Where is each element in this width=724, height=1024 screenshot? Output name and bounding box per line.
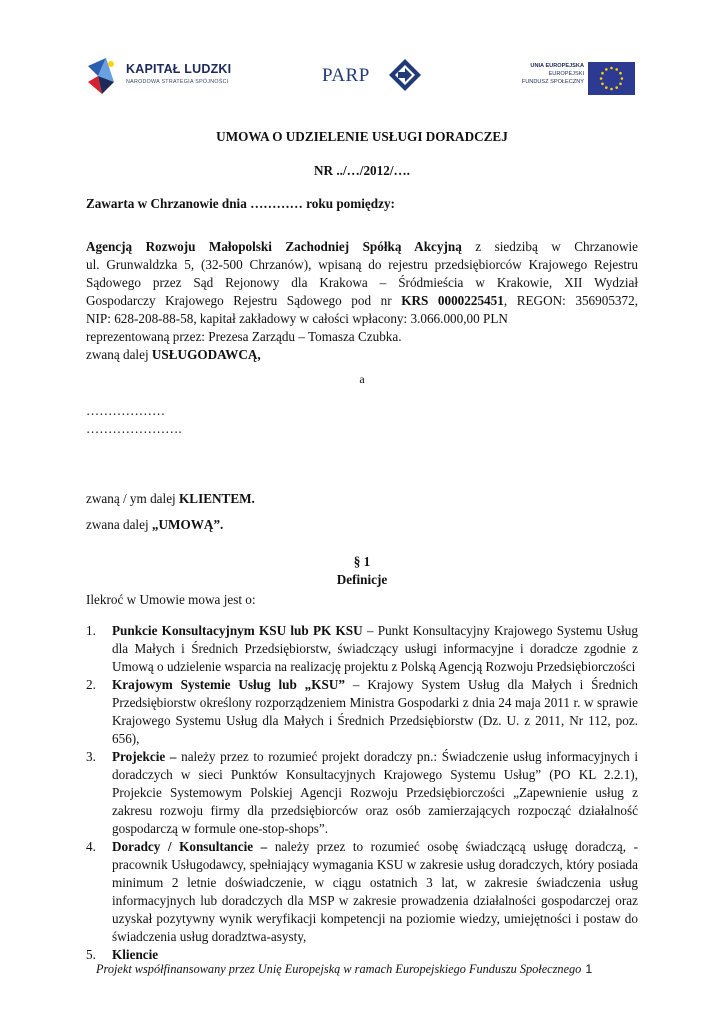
- definitions-list: [86, 622, 638, 964]
- section-title: Definicje: [336, 572, 388, 587]
- party-1-line-3: Sądowego przez Sąd Rejonowy dla Krakowa – Śródmieścia w Krakowie, XII Wydział: [86, 275, 638, 290]
- party-2-placeholder-1: ………………: [86, 403, 166, 418]
- footer-text: Projekt współfinansowany przez Unię Europejską w ramach Europejskiego Funduszu Społecznego: [96, 962, 582, 976]
- and-connector: a: [359, 372, 365, 386]
- kapital-ludzki-logo: [84, 52, 244, 98]
- definition-item: 2. Krajowym Systemie Usług lub „KSU” – Krajowy System Usług dla Małych i Średnich Przedsiębiorstw określony rozporządzeniem Ministra Gospodarki z dnia 24 maja 2011 r. w sprawie Krajowego Systemu Usług dla Małych i Średnich Przedsiębiorstw (Dz. U. z 2011, Nr 112, poz. 656),: [86, 677, 638, 746]
- eu-logo: [512, 60, 642, 100]
- eu-flag-icon: [588, 62, 635, 95]
- eu-line-3: FUNDUSZ SPOŁECZNY: [521, 79, 584, 85]
- definition-item: 3. Projekcie – należy przez to rozumieć projekt doradczy pn.: Świadczenie usług informacyjnych i doradczych w sieci Punktów Konsultacyjnych Krajowego Systemu Usług” (PO KL 2.2.1), Projekcie Systemowym Polskiej Agencji Rozwoju Przedsiębiorczości „Zapewnienie usług z zakresu rozwoju firmy dla przedsiębiorców oraz osób zamierzających rozpocząć działalność gospodarczą w formule one-stop-shops”.: [86, 749, 638, 836]
- party-1-line-6: reprezentowaną przez: Prezesa Zarządu – Tomasza Czubka.: [86, 329, 402, 344]
- eu-line-2: EUROPEJSKI: [548, 71, 584, 77]
- party-1-line-5: NIP: 628-208-88-58, kapitał zakładowy w całości wpłacony: 3.066.000,00 PLN: [86, 311, 508, 326]
- document-title: UMOWA O UDZIELENIE USŁUGI DORADCZEJ: [216, 129, 508, 144]
- definition-item: 4. Doradcy / Konsultancie – należy przez to rozumieć osobę świadczącą usługę doradczą, - pracownik Usługodawcy, spełniający wymagania KSU w zakresie usług doradczych, który posiada minimum 2 letnie doświadczenie, w ciągu ostatnich 3 lat, w zakresie świadczenia usług informacyjnych lub doradczych dla MSP w zakresie prowadzenia działalności gospodarczej oraz uzyskał pozytywny wynik weryfikacji kompetencji na poziomie wiedzy, umiejętności i postaw do świadczenia usług doradztwa-asysty,: [86, 839, 639, 944]
- parp-arrows-icon: [388, 58, 422, 92]
- contract-designation: zwana dalej „UMOWĄ”.: [86, 517, 224, 532]
- client-designation: zwaną / ym dalej KLIENTEM.: [86, 491, 255, 506]
- parp-text: PARP: [322, 65, 370, 86]
- definitions-intro: Ilekroć w Umowie mowa jest o:: [86, 592, 256, 607]
- parp-logo: [322, 58, 432, 98]
- kapital-ludzki-subtitle: NARODOWA STRATEGIA SPÓJNOŚCI: [126, 79, 229, 85]
- kapital-ludzki-star-icon: [84, 52, 122, 98]
- kapital-ludzki-title: KAPITAŁ LUDZKI: [126, 62, 232, 76]
- party-1-line-4: Gospodarczy Krajowego Rejestru Sądowego pod nr KRS 0000225451, REGON: 356905372,: [86, 293, 638, 308]
- party-1: [86, 238, 638, 364]
- page-header: [0, 0, 724, 110]
- eu-caption: [512, 62, 584, 86]
- eu-line-1: UNIA EUROPEJSKA: [530, 63, 584, 69]
- page-number: 1: [585, 962, 593, 976]
- definition-item: 1. Punkcie Konsultacyjnym KSU lub PK KSU – Punkt Konsultacyjny Krajowego Systemu Usług dla Małych i Średnich Przedsiębiorstw, świadczący usługi informacyjne i doradcze zgodnie z Umową o udzielenie wsparcia na realizację projektu z Polską Agencją Rozwoju Przedsiębiorczości: [86, 623, 638, 674]
- page-footer: [96, 962, 656, 977]
- section-number: § 1: [353, 554, 371, 569]
- party-1-line-7: zwaną dalej USŁUGODAWCĄ,: [86, 347, 261, 362]
- contract-number: NR ../…/2012/….: [314, 163, 410, 178]
- party-2-placeholder-2: ………………….: [86, 421, 182, 436]
- conclusion-line: Zawarta w Chrzanowie dnia ………… roku pomiędzy:: [86, 196, 395, 211]
- party-1-line-1: Agencją Rozwoju Małopolski Zachodniej Spółką Akcyjną z siedzibą w Chrzanowie: [86, 239, 638, 254]
- party-1-line-2: ul. Grunwaldzka 5, (32-500 Chrzanów), wpisaną do rejestru przedsiębiorców Krajowego Rejestru: [86, 257, 638, 272]
- definition-item: 5. Kliencie: [86, 947, 159, 962]
